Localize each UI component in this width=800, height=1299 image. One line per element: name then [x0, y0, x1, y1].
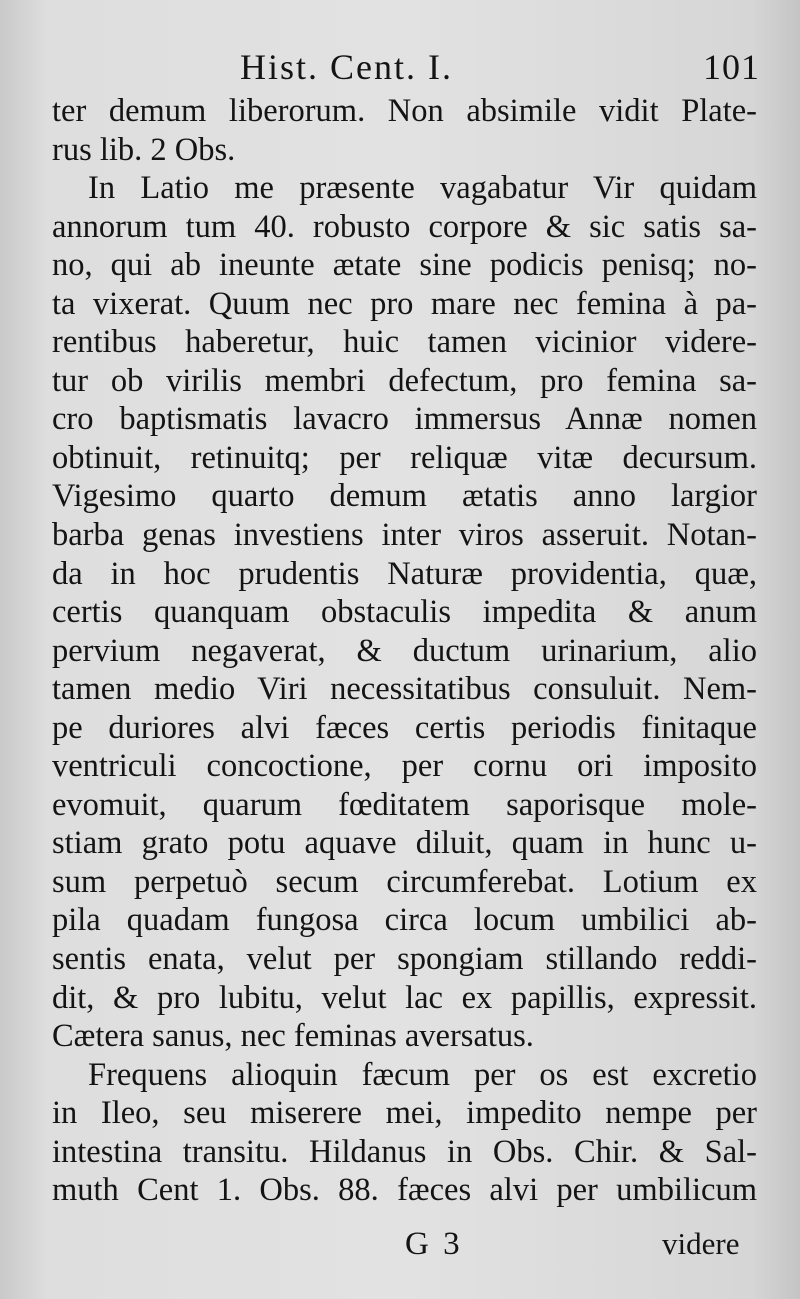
- paragraph-start-line: Frequens alioquin fæcum per os est excretio: [88, 1056, 757, 1093]
- text-line: ter demum liberorum. Non absimile vidit Plate-: [52, 93, 757, 129]
- text-line: ta vixerat. Quum nec pro mare nec femina à pa-: [52, 285, 757, 322]
- text-line: Vigesimo quarto demum ætatis anno largior: [52, 478, 757, 515]
- text-line: tur ob virilis membri defectum, pro femina sa-: [52, 362, 757, 399]
- text-line: stiam grato potu aquave diluit, quam in hunc u-: [52, 825, 757, 862]
- text-line: sum perpetuò secum circumferebat. Lotium ex: [52, 863, 757, 900]
- page-header: [240, 46, 760, 90]
- text-line: rus lib. 2 Obs.: [52, 131, 236, 168]
- text-line: da in hoc prudentis Naturæ providentia, quæ,: [52, 555, 757, 592]
- paragraph-start-line: In Latio me præsente vagabatur Vir quidam: [88, 170, 757, 207]
- text-line: dit, & pro lubitu, velut lac ex papillis, expressit.: [52, 979, 757, 1016]
- page-number: 101: [703, 47, 760, 87]
- text-line: intestina transitu. Hildanus in Obs. Chir. & Sal-: [52, 1133, 757, 1170]
- text-line: pe duriores alvi fæces certis periodis finitaque: [52, 709, 757, 746]
- text-line: rentibus haberetur, huic tamen vicinior videre-: [52, 324, 757, 361]
- signature-mark: G 3: [405, 1226, 463, 1262]
- text-line: muth Cent 1. Obs. 88. fæces alvi per umbilicum: [52, 1172, 757, 1209]
- text-line: barba genas investiens inter viros asseruit. Notan-: [52, 517, 757, 554]
- text-line: no, qui ab ineunte ætate sine podicis penisq; no-: [52, 247, 757, 284]
- body-text: [52, 92, 757, 1210]
- text-line: tamen medio Viri necessitatibus consuluit. Nem-: [52, 671, 757, 708]
- text-line: in Ileo, seu miserere mei, impedito nempe per: [52, 1095, 757, 1132]
- text-line: pervium negaverat, & ductum urinarium, alio: [52, 632, 757, 669]
- text-line: Cætera sanus, nec feminas aversatus.: [52, 1018, 534, 1055]
- text-line: cro baptismatis lavacro immersus Annæ nomen: [52, 401, 757, 438]
- text-line: certis quanquam obstaculis impedita & anum: [52, 594, 757, 631]
- text-line: ventriculi concoctione, per cornu ori imposito: [52, 748, 757, 785]
- text-line: pila quadam fungosa circa locum umbilici ab-: [52, 902, 757, 939]
- text-line: annorum tum 40. robusto corpore & sic satis sa-: [52, 208, 757, 245]
- text-line: obtinuit, retinuitq; per reliquæ vitæ decursum.: [52, 439, 757, 476]
- catchword: videre: [662, 1226, 740, 1261]
- running-title: Hist. Cent. I.: [240, 47, 453, 87]
- text-line: evomuit, quarum fœditatem saporisque mole-: [52, 786, 757, 823]
- text-line: sentis enata, velut per spongiam stillando reddi-: [52, 941, 757, 978]
- page-footer: [0, 1226, 800, 1270]
